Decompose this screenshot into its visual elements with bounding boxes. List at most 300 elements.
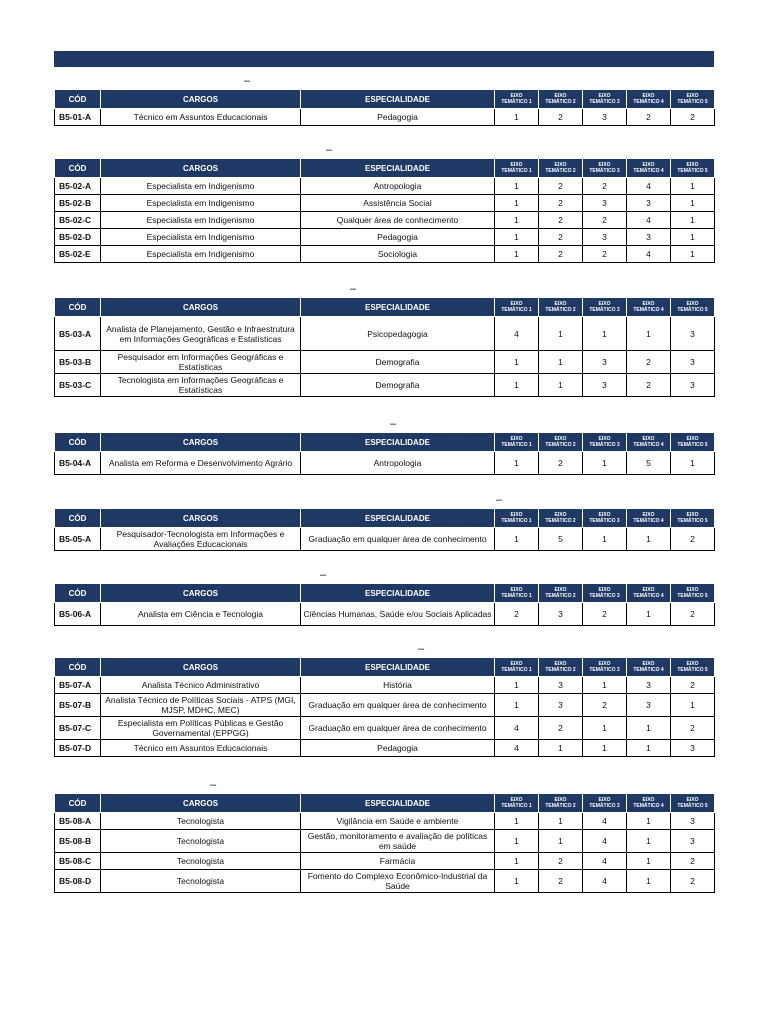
header-cod: CÓD (55, 794, 101, 813)
header-eixo-line1: EIXO (510, 587, 523, 593)
header-eixo-line1: EIXO (554, 301, 567, 307)
cell-eixo-3: 2 (583, 246, 627, 263)
header-eixo-4 (627, 794, 671, 813)
header-eixo-line1: EIXO (686, 301, 699, 307)
header-eixo-3 (583, 794, 627, 813)
cell-eixo-2: 3 (539, 603, 583, 626)
cell-especialidade: Graduação em qualquer área de conhecimento (301, 694, 495, 717)
header-eixo-2 (539, 509, 583, 528)
cell-especialidade: Pedagogia (301, 740, 495, 757)
header-cargos: CARGOS (101, 794, 301, 813)
cell-cod: B5-08-B (55, 830, 101, 853)
header-eixo-2 (539, 159, 583, 178)
table-row (55, 212, 715, 229)
header-eixo-line1: EIXO (642, 512, 655, 518)
cell-eixo-1: 4 (495, 717, 539, 740)
cell-cargo: Analista em Reforma e Desenvolvimento Agrário (101, 452, 301, 475)
header-eixo-line2: TEMÁTICO 1 (501, 99, 532, 105)
header-eixo-5 (671, 509, 715, 528)
header-eixo-5 (671, 433, 715, 452)
cell-especialidade: Assistência Social (301, 195, 495, 212)
cell-eixo-4: 1 (627, 813, 671, 830)
cell-cod: B5-02-B (55, 195, 101, 212)
cell-eixo-1: 4 (495, 317, 539, 351)
header-eixo-line2: TEMÁTICO 2 (545, 99, 576, 105)
header-eixo-5 (671, 298, 715, 317)
header-eixo-1 (495, 90, 539, 109)
cell-especialidade: Vigilância em Saúde e ambiente (301, 813, 495, 830)
cell-eixo-2: 2 (539, 870, 583, 893)
header-eixo-4 (627, 159, 671, 178)
cell-eixo-2: 2 (539, 853, 583, 870)
header-row (55, 509, 715, 528)
cell-eixo-1: 1 (495, 246, 539, 263)
cell-eixo-4: 1 (627, 603, 671, 626)
cell-eixo-5: 3 (671, 830, 715, 853)
cell-eixo-5: 3 (671, 317, 715, 351)
section-dash: – (390, 418, 397, 430)
header-eixo-4 (627, 90, 671, 109)
cell-cargo: Especialista em Políticas Públicas e Gestão Governamental (EPPGG) (101, 717, 301, 740)
cell-cod: B5-02-C (55, 212, 101, 229)
cell-eixo-1: 1 (495, 229, 539, 246)
header-eixo-line2: TEMÁTICO 1 (501, 593, 532, 599)
section-dash: – (210, 779, 217, 791)
header-eixo-line2: TEMÁTICO 2 (545, 803, 576, 809)
cell-eixo-4: 4 (627, 178, 671, 195)
header-cargos: CARGOS (101, 433, 301, 452)
header-eixo-line2: TEMÁTICO 4 (633, 593, 664, 599)
cell-especialidade: Antropologia (301, 178, 495, 195)
header-eixo-2 (539, 433, 583, 452)
cell-eixo-1: 1 (495, 195, 539, 212)
header-eixo-line2: TEMÁTICO 1 (501, 168, 532, 174)
header-eixo-5 (671, 584, 715, 603)
cell-eixo-2: 1 (539, 813, 583, 830)
header-cargos: CARGOS (101, 658, 301, 677)
cell-eixo-4: 1 (627, 870, 671, 893)
header-eixo-line2: TEMÁTICO 4 (633, 307, 664, 313)
header-row (55, 90, 715, 109)
cell-eixo-2: 2 (539, 195, 583, 212)
header-eixo-5 (671, 159, 715, 178)
header-eixo-line1: EIXO (686, 587, 699, 593)
header-eixo-line1: EIXO (554, 512, 567, 518)
header-eixo-3 (583, 298, 627, 317)
cell-cod: B5-07-A (55, 677, 101, 694)
header-eixo-line1: EIXO (554, 587, 567, 593)
header-eixo-line2: TEMÁTICO 5 (677, 593, 708, 599)
header-eixo-line1: EIXO (642, 797, 655, 803)
cell-eixo-3: 1 (583, 317, 627, 351)
header-eixo-line1: EIXO (598, 93, 611, 99)
header-especialidade: ESPECIALIDADE (301, 298, 495, 317)
header-eixo-2 (539, 584, 583, 603)
header-eixo-line1: EIXO (686, 661, 699, 667)
header-especialidade: ESPECIALIDADE (301, 509, 495, 528)
cell-eixo-5: 1 (671, 178, 715, 195)
header-eixo-line1: EIXO (598, 512, 611, 518)
cell-eixo-5: 2 (671, 717, 715, 740)
header-eixo-line1: EIXO (686, 512, 699, 518)
cell-eixo-1: 1 (495, 351, 539, 374)
cell-eixo-4: 1 (627, 317, 671, 351)
cell-eixo-4: 4 (627, 246, 671, 263)
cell-eixo-2: 1 (539, 830, 583, 853)
cell-eixo-1: 1 (495, 528, 539, 551)
section-dash: – (496, 494, 503, 506)
cell-especialidade: Gestão, monitoramento e avaliação de políticas em saúde (301, 830, 495, 853)
header-eixo-5 (671, 794, 715, 813)
cell-especialidade: Pedagogia (301, 229, 495, 246)
cell-cod: B5-06-A (55, 603, 101, 626)
cell-eixo-5: 3 (671, 351, 715, 374)
cell-eixo-1: 1 (495, 853, 539, 870)
cell-eixo-4: 3 (627, 677, 671, 694)
cell-eixo-4: 1 (627, 853, 671, 870)
table-row (55, 351, 715, 374)
cell-eixo-2: 2 (539, 109, 583, 126)
header-cod: CÓD (55, 658, 101, 677)
cell-cargo: Analista de Planejamento, Gestão e Infraestrutura em Informações Geográficas e Estatísticas (101, 317, 301, 351)
header-eixo-line2: TEMÁTICO 3 (589, 99, 620, 105)
cell-eixo-4: 5 (627, 452, 671, 475)
header-eixo-line1: EIXO (642, 301, 655, 307)
cell-cargo: Tecnologista (101, 830, 301, 853)
header-eixo-line1: EIXO (554, 436, 567, 442)
header-eixo-line2: TEMÁTICO 3 (589, 518, 620, 524)
cell-especialidade: Qualquer área de conhecimento (301, 212, 495, 229)
cell-especialidade: Fomento do Complexo Econômico-Industrial da Saúde (301, 870, 495, 893)
table-block-4 (54, 418, 714, 475)
cell-eixo-3: 4 (583, 813, 627, 830)
cell-cod: B5-02-D (55, 229, 101, 246)
cell-eixo-2: 2 (539, 212, 583, 229)
positions-table (54, 657, 715, 757)
cell-eixo-5: 2 (671, 870, 715, 893)
header-eixo-line2: TEMÁTICO 3 (589, 803, 620, 809)
positions-table (54, 508, 715, 551)
header-cod: CÓD (55, 159, 101, 178)
cell-eixo-2: 1 (539, 374, 583, 397)
cell-cod: B5-03-A (55, 317, 101, 351)
header-eixo-line1: EIXO (510, 512, 523, 518)
cell-eixo-4: 1 (627, 830, 671, 853)
positions-table (54, 432, 715, 475)
cell-cargo: Analista Técnico de Políticas Sociais - ATPS (MGI, MJSP, MDHC, MEC) (101, 694, 301, 717)
cell-eixo-4: 2 (627, 351, 671, 374)
header-eixo-line2: TEMÁTICO 4 (633, 168, 664, 174)
cell-eixo-2: 3 (539, 677, 583, 694)
header-cod: CÓD (55, 433, 101, 452)
header-eixo-line1: EIXO (686, 93, 699, 99)
header-eixo-1 (495, 658, 539, 677)
header-eixo-line2: TEMÁTICO 4 (633, 803, 664, 809)
header-eixo-line2: TEMÁTICO 4 (633, 99, 664, 105)
cell-cargo: Tecnologista (101, 870, 301, 893)
positions-table (54, 158, 715, 263)
cell-eixo-3: 4 (583, 853, 627, 870)
header-eixo-4 (627, 298, 671, 317)
header-eixo-line2: TEMÁTICO 5 (677, 667, 708, 673)
table-row (55, 813, 715, 830)
table-row (55, 853, 715, 870)
cell-cargo: Pesquisador em Informações Geográficas e Estatísticas (101, 351, 301, 374)
header-eixo-line2: TEMÁTICO 5 (677, 803, 708, 809)
section-dash: – (244, 75, 251, 87)
cell-cod: B5-08-D (55, 870, 101, 893)
cell-eixo-4: 1 (627, 740, 671, 757)
cell-cargo: Especialista em Indigenismo (101, 195, 301, 212)
cell-eixo-3: 3 (583, 374, 627, 397)
table-row (55, 717, 715, 740)
header-eixo-line2: TEMÁTICO 5 (677, 168, 708, 174)
cell-eixo-3: 2 (583, 212, 627, 229)
table-row (55, 830, 715, 853)
cell-eixo-4: 2 (627, 109, 671, 126)
table-row (55, 740, 715, 757)
cell-eixo-4: 3 (627, 195, 671, 212)
cell-cod: B5-03-B (55, 351, 101, 374)
cell-eixo-2: 2 (539, 178, 583, 195)
header-eixo-line2: TEMÁTICO 2 (545, 593, 576, 599)
header-eixo-line2: TEMÁTICO 2 (545, 442, 576, 448)
cell-especialidade: Sociologia (301, 246, 495, 263)
header-eixo-line2: TEMÁTICO 5 (677, 442, 708, 448)
header-cargos: CARGOS (101, 509, 301, 528)
header-eixo-line2: TEMÁTICO 1 (501, 518, 532, 524)
cell-eixo-3: 3 (583, 229, 627, 246)
cell-eixo-5: 1 (671, 212, 715, 229)
table-block-8 (54, 779, 714, 893)
header-cod: CÓD (55, 509, 101, 528)
header-eixo-1 (495, 794, 539, 813)
header-eixo-3 (583, 509, 627, 528)
table-block-2 (54, 144, 714, 263)
header-eixo-1 (495, 298, 539, 317)
section-dash: – (350, 283, 357, 295)
cell-eixo-5: 1 (671, 195, 715, 212)
header-eixo-3 (583, 584, 627, 603)
cell-eixo-1: 1 (495, 813, 539, 830)
cell-cargo: Especialista em Indigenismo (101, 178, 301, 195)
cell-eixo-1: 4 (495, 740, 539, 757)
cell-eixo-3: 3 (583, 109, 627, 126)
header-row (55, 658, 715, 677)
cell-eixo-1: 1 (495, 830, 539, 853)
cell-cod: B5-01-A (55, 109, 101, 126)
header-cod: CÓD (55, 584, 101, 603)
header-eixo-line1: EIXO (686, 436, 699, 442)
cell-eixo-4: 2 (627, 374, 671, 397)
cell-eixo-4: 4 (627, 212, 671, 229)
cell-eixo-5: 3 (671, 813, 715, 830)
table-row (55, 603, 715, 626)
table-row (55, 528, 715, 551)
header-eixo-line1: EIXO (510, 436, 523, 442)
cell-eixo-1: 1 (495, 870, 539, 893)
cell-eixo-5: 2 (671, 603, 715, 626)
cell-eixo-5: 2 (671, 109, 715, 126)
header-eixo-line2: TEMÁTICO 2 (545, 667, 576, 673)
cell-eixo-2: 1 (539, 740, 583, 757)
cell-cargo: Especialista em Indigenismo (101, 229, 301, 246)
table-row (55, 246, 715, 263)
cell-cargo: Analista Técnico Administrativo (101, 677, 301, 694)
header-eixo-line1: EIXO (642, 162, 655, 168)
header-eixo-line1: EIXO (510, 797, 523, 803)
header-eixo-line1: EIXO (554, 661, 567, 667)
cell-eixo-3: 1 (583, 677, 627, 694)
cell-eixo-4: 3 (627, 694, 671, 717)
header-eixo-3 (583, 658, 627, 677)
header-eixo-line1: EIXO (598, 587, 611, 593)
header-especialidade: ESPECIALIDADE (301, 794, 495, 813)
header-row (55, 584, 715, 603)
table-row (55, 677, 715, 694)
header-eixo-line1: EIXO (642, 661, 655, 667)
cell-eixo-1: 1 (495, 212, 539, 229)
header-especialidade: ESPECIALIDADE (301, 658, 495, 677)
cell-eixo-2: 5 (539, 528, 583, 551)
header-eixo-1 (495, 584, 539, 603)
header-eixo-line1: EIXO (554, 162, 567, 168)
header-eixo-4 (627, 509, 671, 528)
cell-eixo-4: 1 (627, 528, 671, 551)
positions-table (54, 793, 715, 893)
cell-especialidade: Graduação em qualquer área de conhecimento (301, 717, 495, 740)
table-block-6 (54, 569, 714, 626)
table-row (55, 452, 715, 475)
cell-eixo-1: 1 (495, 109, 539, 126)
header-eixo-line2: TEMÁTICO 1 (501, 442, 532, 448)
positions-table (54, 297, 715, 397)
header-eixo-line1: EIXO (510, 93, 523, 99)
header-eixo-line1: EIXO (598, 661, 611, 667)
cell-eixo-2: 2 (539, 229, 583, 246)
table-block-1 (54, 75, 714, 126)
cell-eixo-3: 4 (583, 870, 627, 893)
header-eixo-line2: TEMÁTICO 3 (589, 307, 620, 313)
cell-eixo-5: 1 (671, 694, 715, 717)
cell-eixo-1: 1 (495, 374, 539, 397)
cell-eixo-1: 2 (495, 603, 539, 626)
cell-cod: B5-07-B (55, 694, 101, 717)
cell-cod: B5-02-E (55, 246, 101, 263)
header-eixo-line1: EIXO (598, 436, 611, 442)
cell-eixo-5: 1 (671, 452, 715, 475)
header-eixo-line2: TEMÁTICO 4 (633, 518, 664, 524)
header-eixo-line2: TEMÁTICO 2 (545, 518, 576, 524)
cell-especialidade: Psicopedagogia (301, 317, 495, 351)
top-title-bar (54, 51, 714, 67)
section-dash: – (418, 643, 425, 655)
cell-eixo-2: 3 (539, 694, 583, 717)
cell-cargo: Tecnologista (101, 813, 301, 830)
cell-eixo-2: 2 (539, 452, 583, 475)
cell-eixo-2: 1 (539, 317, 583, 351)
header-eixo-line1: EIXO (642, 436, 655, 442)
header-eixo-4 (627, 433, 671, 452)
header-row (55, 159, 715, 178)
table-row (55, 109, 715, 126)
cell-especialidade: Farmácia (301, 853, 495, 870)
cell-eixo-3: 3 (583, 351, 627, 374)
cell-cod: B5-07-C (55, 717, 101, 740)
header-eixo-line1: EIXO (554, 797, 567, 803)
header-eixo-line1: EIXO (598, 797, 611, 803)
cell-eixo-1: 1 (495, 178, 539, 195)
header-eixo-line2: TEMÁTICO 2 (545, 168, 576, 174)
table-row (55, 374, 715, 397)
header-row (55, 433, 715, 452)
table-row (55, 870, 715, 893)
cell-eixo-2: 2 (539, 717, 583, 740)
header-cargos: CARGOS (101, 159, 301, 178)
header-eixo-line2: TEMÁTICO 3 (589, 593, 620, 599)
header-eixo-1 (495, 433, 539, 452)
header-row (55, 298, 715, 317)
cell-cargo: Técnico em Assuntos Educacionais (101, 740, 301, 757)
table-block-5 (54, 494, 714, 551)
cell-eixo-3: 1 (583, 717, 627, 740)
table-row (55, 178, 715, 195)
positions-table (54, 583, 715, 626)
cell-especialidade: História (301, 677, 495, 694)
cell-eixo-2: 2 (539, 246, 583, 263)
header-cargos: CARGOS (101, 90, 301, 109)
header-eixo-2 (539, 298, 583, 317)
cell-especialidade: Demografia (301, 374, 495, 397)
cell-cod: B5-08-A (55, 813, 101, 830)
header-eixo-5 (671, 658, 715, 677)
cell-eixo-2: 1 (539, 351, 583, 374)
header-especialidade: ESPECIALIDADE (301, 433, 495, 452)
table-block-3 (54, 283, 714, 397)
table-row (55, 694, 715, 717)
header-eixo-line2: TEMÁTICO 1 (501, 307, 532, 313)
header-eixo-line2: TEMÁTICO 5 (677, 99, 708, 105)
header-eixo-4 (627, 658, 671, 677)
header-eixo-line1: EIXO (598, 301, 611, 307)
header-eixo-1 (495, 159, 539, 178)
cell-eixo-5: 3 (671, 374, 715, 397)
header-eixo-3 (583, 90, 627, 109)
cell-eixo-5: 2 (671, 528, 715, 551)
cell-eixo-3: 2 (583, 178, 627, 195)
positions-table (54, 89, 715, 126)
cell-eixo-3: 1 (583, 528, 627, 551)
section-dash: – (320, 569, 327, 581)
header-eixo-line2: TEMÁTICO 1 (501, 803, 532, 809)
header-eixo-line2: TEMÁTICO 5 (677, 518, 708, 524)
cell-eixo-3: 2 (583, 603, 627, 626)
header-eixo-line1: EIXO (642, 587, 655, 593)
table-row (55, 229, 715, 246)
cell-cargo: Técnico em Assuntos Educacionais (101, 109, 301, 126)
cell-eixo-1: 1 (495, 694, 539, 717)
cell-cargo: Especialista em Indigenismo (101, 246, 301, 263)
header-eixo-line2: TEMÁTICO 3 (589, 168, 620, 174)
cell-eixo-3: 1 (583, 452, 627, 475)
table-row (55, 317, 715, 351)
cell-eixo-4: 1 (627, 717, 671, 740)
header-eixo-1 (495, 509, 539, 528)
header-eixo-4 (627, 584, 671, 603)
header-eixo-line2: TEMÁTICO 5 (677, 307, 708, 313)
section-dash: – (326, 144, 333, 156)
cell-cargo: Pesquisador-Tecnologista em Informações e Avaliações Educacionais (101, 528, 301, 551)
